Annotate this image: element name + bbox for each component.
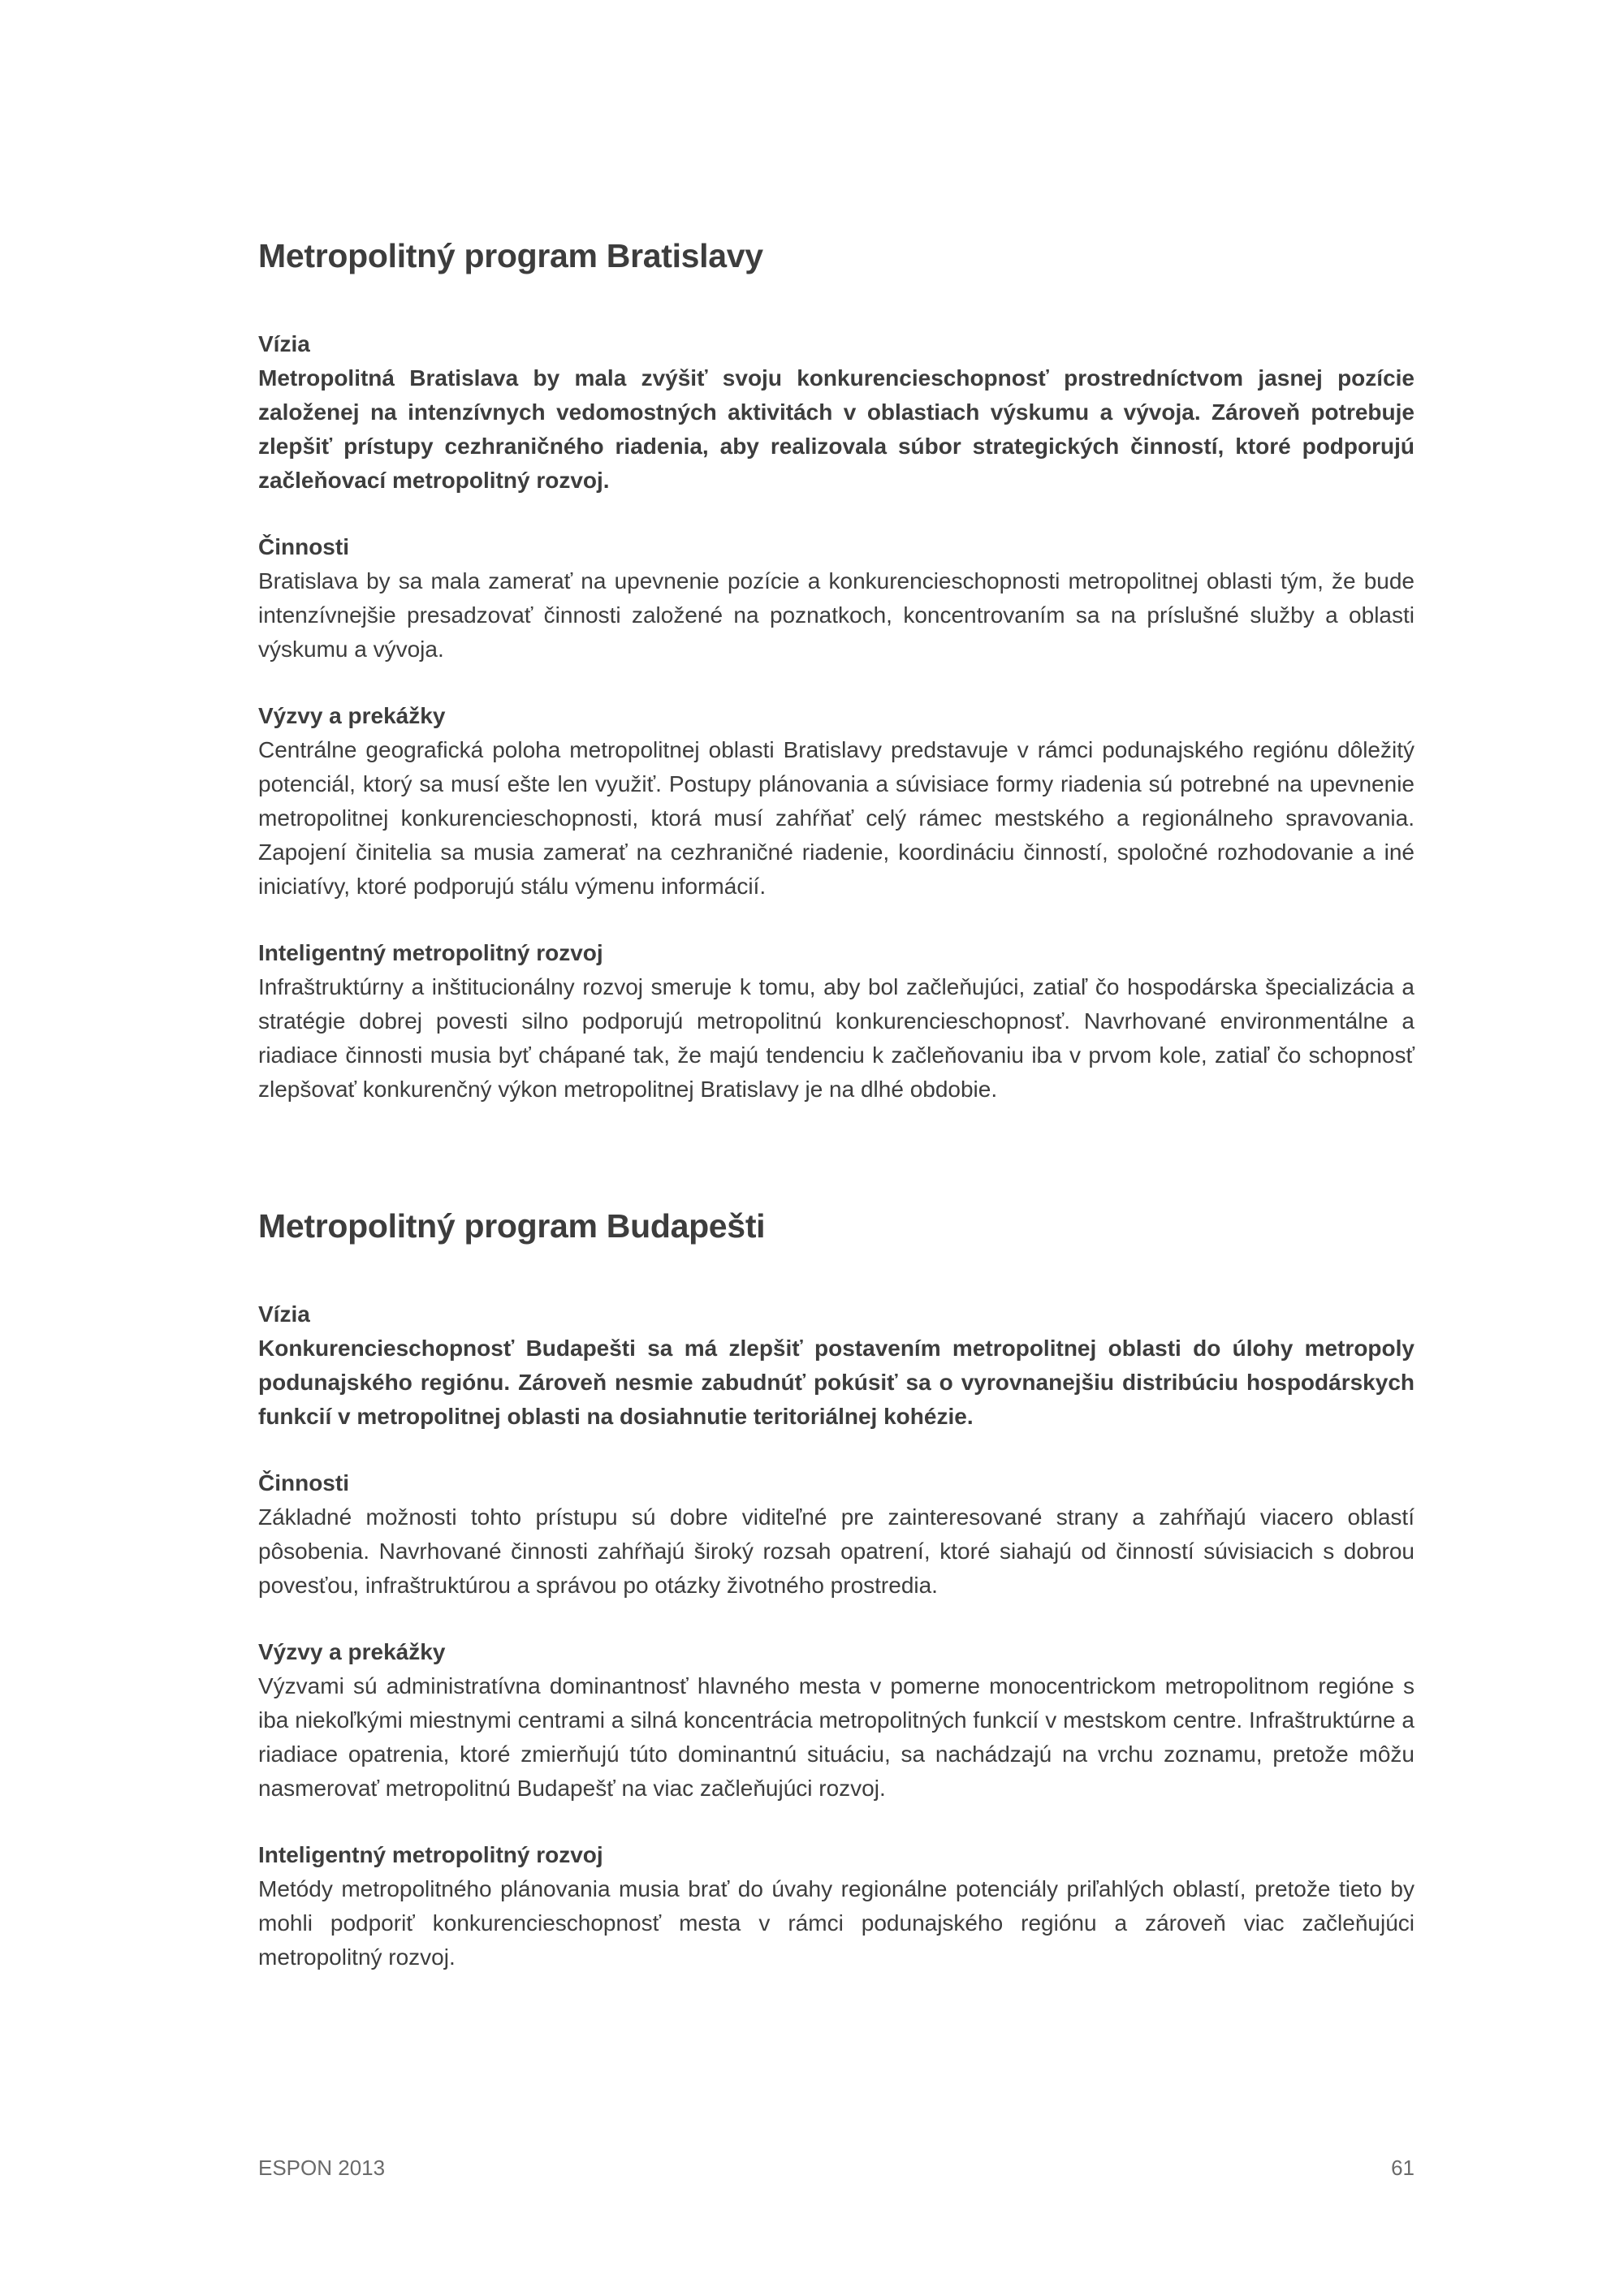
section-bratislava: [258, 231, 1415, 1139]
challenges-block: [258, 1635, 1415, 1806]
vision-block: [258, 327, 1415, 498]
smart-development-heading: Inteligentný metropolitný rozvoj: [258, 940, 603, 965]
vision-heading: Vízia: [258, 1301, 310, 1327]
vision-heading: Vízia: [258, 331, 310, 356]
smart-development-text: Infraštruktúrny a inštitucionálny rozvoj smeruje k tomu, aby bol začleňujúci, zatiaľ čo hospodárska špecializácia a stratégie dobrej povesti silno podporujú metropolitnú konkurencieschopnosť. Navrhované environmentálne a riadiace činnosti musia byť chápané tak, že majú tendenciu k začleňovaniu iba v prvom kole, zatiaľ čo schopnosť zlepšovať konkurenčný výkon metropolitnej Bratislavy je na dlhé obdobie.: [258, 974, 1415, 1102]
page-footer: [258, 2151, 1415, 2184]
smart-development-block: [258, 936, 1415, 1107]
challenges-text: Výzvami sú administratívna dominantnosť hlavného mesta v pomerne monocentrickom metropolitnom regióne s iba niekoľkými miestnymi centrami a silná koncentrácia metropolitných funkcií v mestskom centre. Infraštruktúrne a riadiace opatrenia, ktoré zmierňujú túto dominantnú situáciu, sa nachádzajú na vrchu zoznamu, pretože môžu nasmerovať metropolitnú Budapešť na viac začleňujúci rozvoj.: [258, 1673, 1415, 1801]
document-page: [258, 0, 1415, 2296]
vision-text: Metropolitná Bratislava by mala zvýšiť svoju konkurencieschopnosť prostredníctvom jasnej pozície založenej na intenzívnych vedomostných aktivitách v oblastiach výskumu a vývoja. Zároveň potrebuje zlepšiť prístupy cezhraničného riadenia, aby realizovala súbor strategických činností, ktoré podporujú začleňovací metropolitný rozvoj.: [258, 365, 1415, 493]
activities-text: Bratislava by sa mala zamerať na upevnenie pozície a konkurencieschopnosti metropolitnej oblasti tým, že bude intenzívnejšie presadzovať činnosti založené na poznatkoch, koncentrovaním sa na príslušné služby a oblasti výskumu a vývoja.: [258, 568, 1415, 662]
footer-publisher: ESPON 2013: [258, 2156, 386, 2180]
section-title: Metropolitný program Bratislavy: [258, 237, 763, 274]
vision-text: Konkurencieschopnosť Budapešti sa má zlepšiť postavením metropolitnej oblasti do úlohy metropoly podunajského regiónu. Zároveň nesmie zabudnúť pokúsiť sa o vyrovnanejšiu distribúciu hospodárskych funkcií v metropolitnej oblasti na dosiahnutie teritoriálnej kohézie.: [258, 1336, 1415, 1429]
section-title: Metropolitný program Budapešti: [258, 1207, 766, 1245]
challenges-heading: Výzvy a prekážky: [258, 1639, 446, 1664]
challenges-heading: Výzvy a prekážky: [258, 703, 446, 728]
activities-block: [258, 1466, 1415, 1603]
challenges-text: Centrálne geografická poloha metropolitnej oblasti Bratislavy predstavuje v rámci podunajského regiónu dôležitý potenciál, ktorý sa musí ešte len využiť. Postupy plánovania a súvisiace formy riadenia sú potrebné na upevnenie metropolitnej konkurencieschopnosti, ktorá musí zahŕňať celý rámec mestského a regionálneho spravovania. Zapojení činitelia sa musia zamerať na cezhraničné riadenie, koordináciu činností, spoločné rozhodovanie a iné iniciatívy, ktoré podporujú stálu výmenu informácií.: [258, 737, 1415, 899]
activities-heading: Činnosti: [258, 1470, 349, 1495]
vision-block: [258, 1297, 1415, 1434]
activities-heading: Činnosti: [258, 534, 349, 559]
section-budapest: [258, 1202, 1415, 2007]
smart-development-heading: Inteligentný metropolitný rozvoj: [258, 1842, 603, 1867]
challenges-block: [258, 699, 1415, 904]
page-number: 61: [1391, 2156, 1415, 2180]
activities-text: Základné možnosti tohto prístupu sú dobre viditeľné pre zainteresované strany a zahŕňajú viacero oblastí pôsobenia. Navrhované činnosti zahŕňajú široký rozsah opatrení, ktoré siahajú od činností súvisiacich s dobrou povesťou, infraštruktúrou a správou po otázky životného prostredia.: [258, 1504, 1415, 1598]
smart-development-block: [258, 1838, 1415, 1974]
activities-block: [258, 530, 1415, 667]
smart-development-text: Metódy metropolitného plánovania musia brať do úvahy regionálne potenciály priľahlých oblastí, pretože tieto by mohli podporiť konkurencieschopnosť mesta v rámci podunajského regiónu a zároveň viac začleňujúci metropolitný rozvoj.: [258, 1876, 1415, 1970]
